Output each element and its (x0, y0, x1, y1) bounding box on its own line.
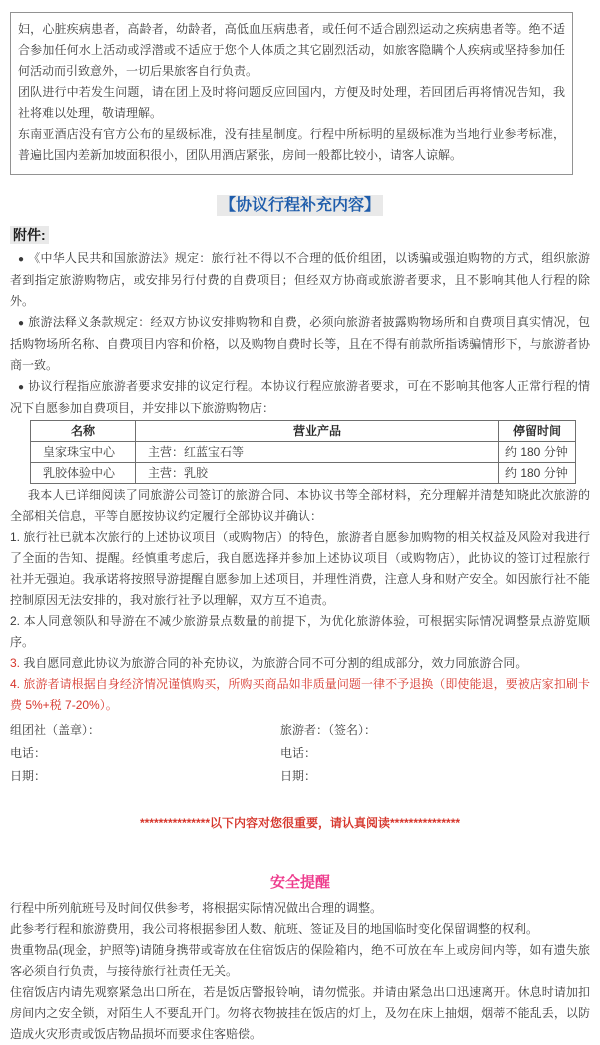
item-number: 2. (10, 614, 21, 628)
safety-paragraph: 住宿饭店内请先观察紧急出口所在，若是饭店警报铃响，请勿慌张。并请由紧急出口迅速离开。休息时请加扣房间内之安全锁，对陌生人不要乱开门。勿将衣物披挂在饭店的灯上，及勿在床上抽烟，烟蒂不能乱丢，以防造成火灾形责或饭店物品损坏而要求住客赔偿。 (10, 985, 590, 1041)
table-header-row (31, 421, 576, 442)
traveler-date-label: 日期： (280, 769, 317, 783)
notice-paragraph: 东南亚酒店没有官方公布的星级标准，没有挂星制度。行程中所标明的星级标准为当地行业参考标准，普遍比国内差新加坡面积很小，团队用酒店紧张，房间一般都比较小，请客人谅解。 (18, 127, 565, 162)
column-header-duration: 停留时间 (499, 421, 576, 442)
confirmation-item-4 (10, 674, 590, 716)
bullet-text: 协议行程指应旅游者要求安排的议定行程。本协议行程应旅游者要求，可在不影响其他客人正常行程的情况下自愿参加自费项目，并安排以下旅游购物店： (10, 379, 590, 415)
item-text: 本人同意领队和导游在不减少旅游景点数量的前提下，为优化旅游体验，可根据实际情况调整景点游览顺序。 (10, 614, 590, 649)
section-title-supplement (0, 194, 600, 218)
health-notice-box (10, 12, 573, 175)
bullet-icon: ● (18, 318, 25, 329)
organizer-phone-label: 电话： (10, 746, 47, 760)
document-page (0, 12, 600, 1041)
bullet-icon: ● (18, 382, 25, 393)
cell-store-duration: 约 180 分钟 (499, 463, 576, 484)
item-text: 我自愿同意此协议为旅游合同的补充协议，为旅游合同不可分割的组成部分，效力同旅游合同。 (23, 656, 528, 670)
bullet-text: 旅游法释义条款规定：经双方协议安排购物和自费，必须向旅游者披露购物场所和自费项目真实情况，包括购物场所名称、自费项目内容和价格，以及购物自费时长等，且在不得有前款所指诱骗情形下，与旅游者协商一致。 (10, 315, 590, 372)
cell-store-name: 乳胶体验中心 (31, 463, 136, 484)
traveler-sign-label: 旅游者：（签名）： (280, 723, 377, 737)
signature-traveler-column (280, 719, 590, 788)
confirmation-intro: 我本人已详细阅读了同旅游公司签订的旅游合同、本协议书等全部材料，充分理解并清楚知晓此次旅游的全部相关信息，平等自愿按协议约定履行全部协议并确认： (10, 488, 590, 523)
notice-paragraph: 妇，心脏疾病患者，高龄者，幼龄者，高低血压病患者，或任何不适合剧烈运动之疾病患者等。绝不适合参加任何水上活动或浮潜或不适应于您个人体质之其它剧烈活动，如旅客隐瞒个人疾病或坚持参加任何活动而引致意外，一切后果旅客自行负责。 (18, 22, 565, 78)
item-number: 3. (10, 656, 21, 670)
safety-paragraph: 行程中所列航班号及时间仅供参考，将根据实际情况做出合理的调整。 (10, 901, 383, 915)
bullet-item (10, 312, 590, 376)
item-text: 旅行社已就本次旅行的上述协议项目（或购物店）的特色，旅游者自愿参加购物的相关权益及风险对我进行了全面的告知、提醒。经慎重考虑后，我自愿选择并参加上述协议项目（或购物店），此协议的签订过程旅行社并无强迫。我承诺将按照导游提醒自愿参加上述项目，并理性消费，注意人身和财产安全。如因旅行社不能控制原因无法安排的，我对旅行社予以理解，双方互不追责。 (10, 530, 590, 607)
column-header-product: 营业产品 (136, 421, 499, 442)
confirmation-item-1 (10, 527, 590, 611)
organizer-date-label: 日期： (10, 769, 47, 783)
item-number: 4. (10, 677, 21, 691)
column-header-name: 名称 (31, 421, 136, 442)
table-row (31, 442, 576, 463)
bullet-icon: ● (18, 254, 25, 265)
bullet-item (10, 248, 590, 312)
cell-store-duration: 约 180 分钟 (499, 442, 576, 463)
confirmation-items (0, 527, 600, 716)
attachment-label-row (10, 225, 600, 246)
confirmation-item-3 (10, 653, 590, 674)
table-row (31, 463, 576, 484)
safety-paragraph: 贵重物品(现金，护照等)请随身携带或寄放在住宿饭店的保险箱内，绝不可放在车上或房间内等，如有遗失旅客必须自行负责，与接待旅行社责任无关。 (10, 943, 590, 978)
cell-store-product: 主营：乳胶 (136, 463, 499, 484)
bullet-item (10, 376, 590, 419)
cell-store-product: 主营：红蓝宝石等 (136, 442, 499, 463)
signature-organizer-column (10, 719, 280, 788)
safety-paragraphs (0, 898, 600, 1045)
important-notice-line: ***************以下内容对您很重要，请认真阅读*************** (139, 816, 461, 830)
item-text: 旅游者请根据自身经济情况谨慎购买，所购买商品如非质量问题一律不予退换（即使能退，要被店家扣刷卡费 5%+税 7-20%）。 (10, 677, 590, 712)
attachment-label: 附件: (10, 226, 49, 244)
confirmation-item-2 (10, 611, 590, 653)
safety-paragraph: 此参考行程和旅游费用，我公司将根据参团人数、航班、签证及目的地国临时变化保留调整的权利。 (10, 922, 539, 936)
safety-section-title: 安全提醒 (269, 874, 330, 891)
section-title-text: 【协议行程补充内容】 (217, 195, 383, 216)
notice-paragraph: 团队进行中若发生问题，请在团上及时将问题反应回国内，方便及时处理，若回团后再将情况告知，我社将难以处理，敬请理解。 (18, 85, 565, 120)
attachment-bullets (10, 248, 590, 419)
cell-store-name: 皇家珠宝中心 (31, 442, 136, 463)
shopping-stores-table (30, 420, 576, 484)
bullet-text: 《中华人民共和国旅游法》规定：旅行社不得以不合理的低价组团，以诱骗或强迫购物的方式，组织旅游者到指定旅游购物店，或安排另行付费的自费项目；但经双方协商或旅游者要求，且不影响其他人行程的除外。 (10, 251, 590, 308)
item-number: 1. (10, 530, 21, 544)
signature-block (10, 719, 590, 788)
organizer-seal-label: 组团社（盖章）： (10, 723, 101, 737)
traveler-phone-label: 电话： (280, 746, 317, 760)
